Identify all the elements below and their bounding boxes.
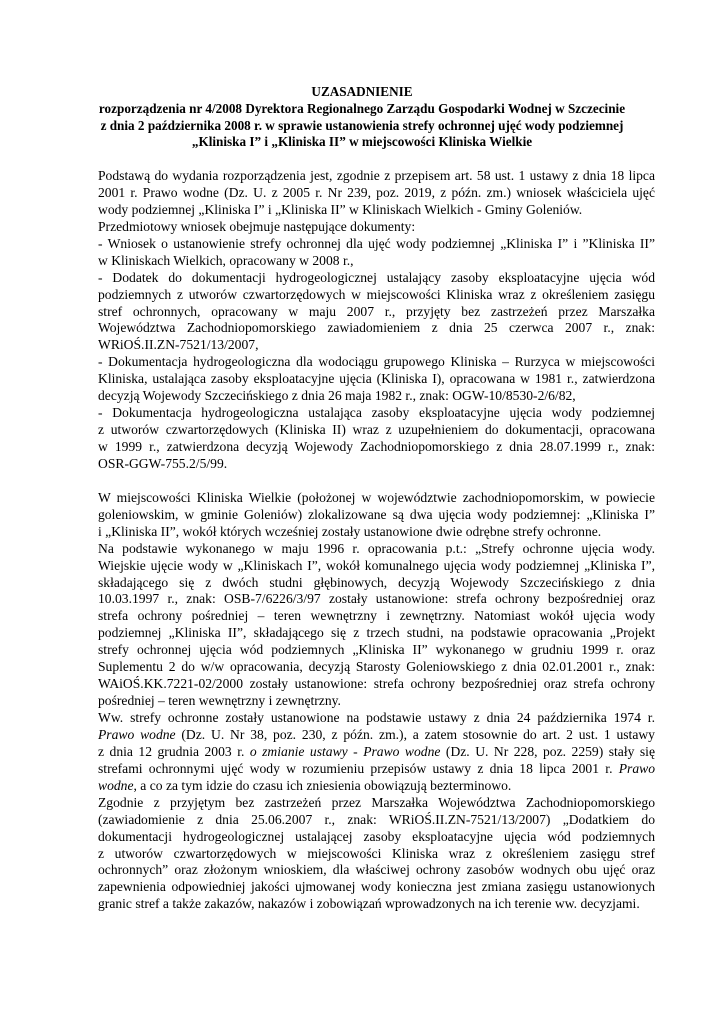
list-item-line: decyzją Wojewody Szczecińskiego z dnia 26 maja 1982 r., znak: OGW-10/8530-2/6/82,	[98, 388, 576, 404]
paragraph-line: ochronnych” oraz złożonym wnioskiem, dla właściwej ochrony zasobów wodnych obu ujęć oraz	[98, 862, 655, 878]
paragraph-line: wody podziemnej „Kliniska I” i „Kliniska II” w Kliniskach Wielkich - Gminy Goleniów.	[98, 201, 583, 217]
paragraph-text: (Dz. U. Nr 38, poz. 230, z późn. zm.), a zatem stosownie do art. 2 ust. 1 ustawy	[175, 726, 655, 742]
paragraph-line	[98, 744, 655, 761]
paragraph-line: Zgodnie z przyjętym bez zastrzeżeń przez Marszałka Województwa Zachodniopomorskiego	[98, 794, 655, 810]
paragraph-gap	[98, 473, 655, 490]
list-item-line: WRiOŚ.II.ZN-7521/13/2007,	[98, 337, 259, 353]
list-item-line: - Wniosek o ustanowienie strefy ochronnej dla ujęć wody podziemnej „Kliniska I” i ”Kliniska II”	[98, 235, 655, 251]
paragraph-text: (Dz. U. Nr 228, poz. 2259) stały się	[440, 743, 655, 759]
paragraph-text: strefami ochronnymi ujęć wody w rozumieniu przepisów ustawy z dnia 18 lipca 2001 r.	[98, 760, 619, 776]
paragraph-line: pośredniej – teren wewnętrzny i zewnętrzny.	[98, 693, 341, 709]
paragraph-line	[98, 761, 655, 778]
paragraph-line: Podstawą do wydania rozporządzenia jest, zgodnie z przepisem art. 58 ust. 1 ustawy z dnia 18 lipca	[98, 168, 655, 183]
paragraph-line: W miejscowości Kliniska Wielkie (położonej w województwie zachodniopomorskim, w powiecie	[98, 489, 655, 505]
paragraph-line: dokumentacji hydrogeologicznej ustalającej zasoby eksploatacyjne ujęcia wód podziemnych	[98, 828, 655, 844]
paragraph-line: Suplementu 2 do w/w opracowania, decyzją Starosty Goleniowskiego z dnia 02.01.2001 r., znak:	[98, 659, 655, 675]
paragraph-line: (zawiadomienie z dnia 25.06.2007 r., znak: WRiOŚ.II.ZN-7521/13/2007) „Dodatkiem do	[98, 811, 655, 827]
paragraph-line: składającego się z dwóch studni głębinowych, decyzją Wojewody Szczecińskiego z dnia	[98, 574, 655, 590]
paragraph-line	[98, 778, 655, 795]
header-line-subject: „Kliniska I” i „Kliniska II” w miejscowości Kliniska Wielkie	[191, 134, 533, 150]
paragraph-line: zapewnienia odpowiedniej jakości ujmowanej wody konieczna jest zmiana zasięgu ustanowionych	[98, 879, 655, 895]
list-item-line: w Kliniskach Wielkich, opracowany w 2008 r.,	[98, 252, 354, 268]
list-item-line: Województwa Zachodniopomorskiego zawiadomieniem z dnia 25 czerwca 2007 r., znak:	[98, 320, 655, 336]
list-item-line: - Dokumentacja hydrogeologiczna ustalająca zasoby eksploatacyjne ujęcia wody podziemnej	[98, 405, 655, 421]
paragraph-line: goleniowskim, w gminie Goleniów) zlokalizowane są dwa ujęcia wody podziemnej: „Kliniska I”	[98, 506, 655, 522]
law-title-italic: Prawo	[618, 760, 655, 776]
document-title: UZASADNIENIE	[311, 84, 413, 99]
list-item-line: - Dokumentacja hydrogeologiczna dla wodociągu grupowego Kliniska – Rurzyca w miejscowości	[98, 354, 655, 370]
paragraph-line: strefy ochronnej ujęcia wód podziemnych „Kliniska II” wykonanego w grudniu 1999 r. oraz	[98, 642, 655, 658]
law-title-italic: o zmianie ustawy - Prawo wodne	[249, 743, 441, 759]
paragraph-line: Wiejskie ujęcie wody w „Kliniskach I”, wokół komunalnego ujęcia wody podziemnej „Kliniska I”,	[98, 557, 655, 573]
paragraph-line	[98, 727, 655, 744]
paragraph-line: Przedmiotowy wniosek obejmuje następujące dokumenty:	[98, 218, 416, 234]
paragraph-line: 10.03.1997 r., znak: OSB-7/6226/3/97 zostały ustanowione: strefa ochrony bezpośredniej oraz	[98, 591, 655, 607]
paragraph-text: z dnia 12 grudnia 2003 r.	[98, 743, 250, 759]
law-title-italic: wodne	[98, 777, 134, 793]
paragraph-line: strefa ochrony pośredniej – teren wewnętrzny i zewnętrzny. Natomiast wokół ujęcia wody	[98, 608, 655, 624]
paragraph-line: podziemnej „Kliniska II”, składającego się z trzech studni, na podstawie opracowania „Projekt	[98, 625, 655, 641]
paragraph-line: Ww. strefy ochronne zostały ustanowione na podstawie ustawy z dnia 24 października 1974 r.	[98, 710, 655, 725]
header-line-regulation: rozporządzenia nr 4/2008 Dyrektora Regionalnego Zarządu Gospodarki Wodnej w Szczecinie	[98, 100, 626, 116]
list-item-line: - Dodatek do dokumentacji hydrogeologicznej ustalający zasoby eksploatacyjne ujęcia wód	[98, 269, 655, 285]
document-header	[60, 84, 664, 151]
paragraph-line: i „Kliniska II”, wokół których wcześniej zostały ustanowione dwie odrębne strefy ochronne.	[98, 523, 602, 539]
list-item-line: Kliniska, ustalająca zasoby eksploatacyjne ujęcia (Kliniska I), opracowana w 1981 r., zatwierdzona	[98, 371, 655, 387]
paragraph-line: Na podstawie wykonanego w maju 1996 r. opracowania p.t.: „Strefy ochronne ujęcia wody.	[98, 540, 655, 556]
header-line-date: z dnia 2 października 2008 r. w sprawie ustanowienia strefy ochronnej ujęć wody podziemnej	[100, 117, 624, 133]
paragraph-line: WAiOŚ.KK.7221-02/2000 zostały ustanowione: strefa ochrony bezpośredniej oraz strefa ochrony	[98, 676, 655, 692]
list-item-line: z utworów czwartorzędowych (Kliniska II) wraz z uzupełnieniem do dokumentacji, opracowana	[98, 422, 655, 438]
law-title-italic: Prawo wodne	[98, 726, 176, 742]
list-item-line: podziemnych z utworów czwartorzędowych w miejscowości Kliniska wraz z określeniem zasięgu	[98, 286, 655, 302]
paragraph-text: , a co za tym idzie do czasu ich zniesienia obowiązują bezterminowo.	[133, 777, 512, 793]
paragraph-line: z utworów czwartorzędowych w miejscowości Kliniska wraz z określeniem zasięgu stref	[98, 845, 655, 861]
paragraph-line: 2001 r. Prawo wodne (Dz. U. z 2005 r. Nr 239, poz. 2019, z późn. zm.) wniosek właściciela ujęć	[98, 184, 655, 200]
list-item-line: w 1999 r., zatwierdzona decyzją Wojewody Zachodniopomorskiego z dnia 28.07.1999 r., znak:	[98, 439, 655, 454]
list-item-line: OSR-GGW-755.2/5/99.	[98, 455, 228, 471]
paragraph-line: granic stref a także zakazów, nakazów i zobowiązań wprowadzonych na ich terenie ww. decyzjami.	[98, 896, 640, 912]
document-body	[98, 168, 655, 913]
list-item-line: stref ochronnych, opracowany w maju 2007 r., przyjęty bez zastrzeżeń przez Marszałka	[98, 303, 655, 319]
